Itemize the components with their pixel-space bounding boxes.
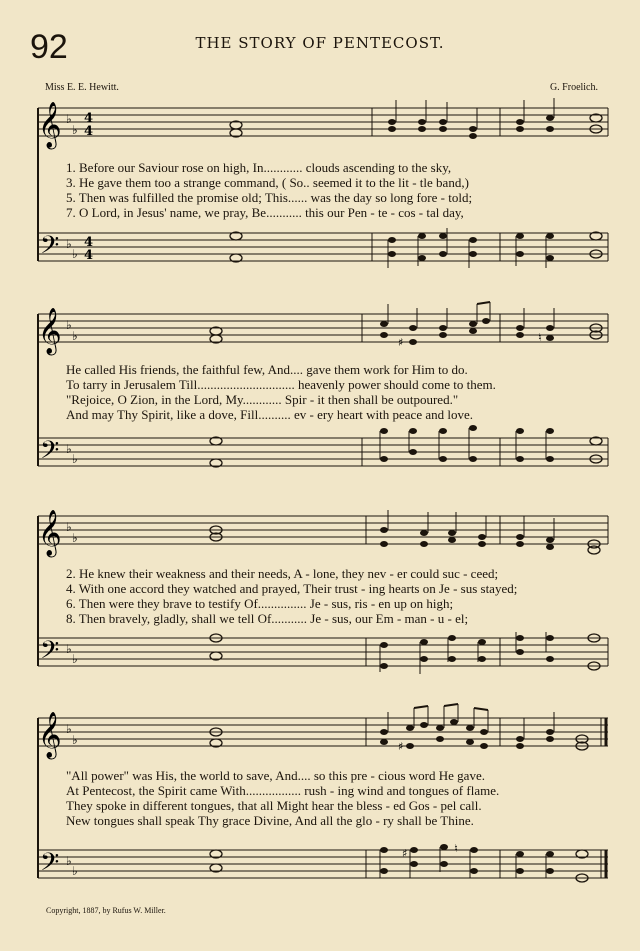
svg-text:♭: ♭ <box>66 318 72 332</box>
svg-text:♭: ♭ <box>66 642 72 656</box>
svg-text:♭: ♭ <box>66 112 72 126</box>
svg-text:♭: ♭ <box>66 722 72 736</box>
svg-text:♭: ♭ <box>72 247 78 261</box>
bass-clef-icon: 𝄢 <box>40 231 60 266</box>
svg-text:4: 4 <box>84 111 94 126</box>
lyric-line: 5. Then was fulfilled the promise old; This...... was the day so long fore - told; <box>66 190 473 205</box>
copyright-notice: Copyright, 1887, by Rufus W. Miller. <box>46 906 166 915</box>
lyric-line: 2. He knew their weakness and their needs, A - lone, they nev - er could suc - ceed; <box>66 566 499 581</box>
svg-text:♭: ♭ <box>66 520 72 534</box>
composer-credit: G. Froelich. <box>549 82 598 93</box>
svg-text:♭: ♭ <box>72 329 78 343</box>
svg-text:♭: ♭ <box>72 452 78 466</box>
lyric-line: 6. Then were they brave to testify Of............... Je - sus, ris - en up on high; <box>66 596 454 611</box>
lyric-line: "Rejoice, O Zion, in the Lord, My............ Spir - it then shall be outpoured." <box>66 392 459 407</box>
lyrics-block-2 <box>66 362 612 422</box>
svg-text:♭: ♭ <box>72 864 78 878</box>
svg-text:♭: ♭ <box>72 733 78 747</box>
svg-text:♯: ♯ <box>402 847 408 860</box>
lyric-line: "All power" was His, the world to save, And.... so this pre - cious word He gave. <box>66 768 485 783</box>
hymn-title: THE STORY OF PENTECOST. <box>195 34 445 52</box>
svg-text:♯: ♯ <box>398 740 404 753</box>
svg-text:♮: ♮ <box>454 842 458 855</box>
bass-clef-icon: 𝄢 <box>40 636 60 671</box>
treble-clef-icon: 𝄞 <box>38 510 62 556</box>
author-credit: Miss E. E. Hewitt. <box>45 82 119 93</box>
lyrics-block-4 <box>66 768 612 828</box>
svg-text:♭: ♭ <box>66 854 72 868</box>
treble-clef-icon: 𝄞 <box>38 308 62 354</box>
treble-clef-icon: 𝄞 <box>38 712 62 758</box>
svg-text:♭: ♭ <box>72 123 78 137</box>
svg-text:♭: ♭ <box>72 531 78 545</box>
lyric-line: At Pentecost, the Spirit came With................. rush - ing wind and tongues of flame. <box>66 783 500 798</box>
svg-text:4: 4 <box>84 235 94 250</box>
lyric-line: 3. He gave them too a strange command, ( So.. seemed it to the lit - tle band,) <box>66 175 469 190</box>
svg-text:♮: ♮ <box>538 331 542 344</box>
svg-text:♭: ♭ <box>66 237 72 251</box>
svg-text:♯: ♯ <box>398 336 404 349</box>
svg-text:♭: ♭ <box>66 442 72 456</box>
svg-text:4: 4 <box>84 124 94 139</box>
lyrics-block-3 <box>66 566 612 626</box>
lyric-line: And may Thy Spirit, like a dove, Fill.......... ev - ery heart with peace and love. <box>66 407 473 422</box>
lyric-line: 1. Before our Saviour rose on high, In............ clouds ascending to the sky, <box>66 160 452 175</box>
lyric-line: 8. Then bravely, gladly, shall we tell Of........... Je - sus, our Em - man - u - el; <box>66 611 469 626</box>
svg-text:♭: ♭ <box>72 652 78 666</box>
lyrics-block-1 <box>66 160 612 220</box>
lyric-line: 7. O Lord, in Jesus' name, we pray, Be........... this our Pen - te - cos - tal day, <box>66 205 464 220</box>
bass-clef-icon: 𝄢 <box>40 848 60 883</box>
lyric-line: 4. With one accord they watched and prayed, Their trust - ing hearts on Je - sus stayed; <box>66 581 518 596</box>
lyric-line: They spoke in different tongues, that all Might hear the bless - ed Gos - pel call. <box>66 798 482 813</box>
bass-clef-icon: 𝄢 <box>40 436 60 471</box>
hymn-number: 92 <box>30 28 68 66</box>
lyric-line: He called His friends, the faithful few, And.... gave them work for Him to do. <box>66 362 468 377</box>
lyric-line: To tarry in Jerusalem Till.............................. heavenly power should come to them. <box>66 377 496 392</box>
lyric-line: New tongues shall speak Thy grace Divine, And all the glo - ry shall be Thine. <box>66 813 474 828</box>
treble-clef-icon: 𝄞 <box>38 102 62 148</box>
svg-text:4: 4 <box>84 248 94 263</box>
